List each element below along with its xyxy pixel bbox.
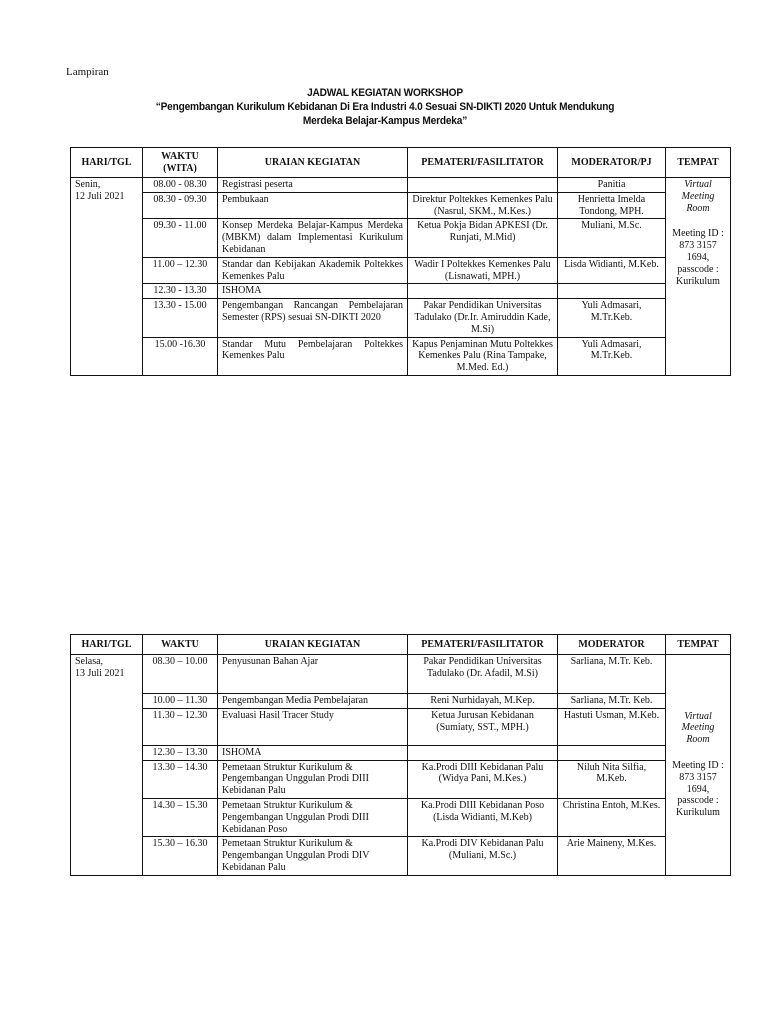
speaker-cell: Ka.Prodi DIII Kebidanan Palu (Widya Pani, M.Kes.) bbox=[408, 760, 558, 798]
table-row bbox=[71, 178, 731, 193]
place-cell bbox=[666, 178, 731, 376]
day-date: 12 Juli 2021 bbox=[75, 190, 125, 202]
table-row bbox=[71, 798, 731, 836]
moderator-cell: Hastuti Usman, M.Keb. bbox=[558, 708, 666, 745]
moderator-cell: Arie Maineny, M.Kes. bbox=[558, 837, 666, 875]
time-cell: 15.30 – 16.30 bbox=[143, 837, 218, 875]
heading-subtitle-line2: Merdeka Belajar-Kampus Merdeka” bbox=[302, 115, 468, 127]
day-name: Senin, bbox=[75, 179, 101, 190]
activity-cell: ISHOMA bbox=[218, 284, 408, 299]
activity-cell: Pemetaan Struktur Kurikulum & Pengembangan Unggulan Prodi DIV Kebidanan Palu bbox=[218, 837, 408, 875]
moderator-cell: Muliani, M.Sc. bbox=[558, 219, 666, 257]
header-tempat: TEMPAT bbox=[666, 635, 731, 655]
activity-cell: Registrasi peserta bbox=[218, 178, 408, 193]
table-row bbox=[71, 694, 731, 709]
activity-cell: Pengembangan Rancangan Pembelajaran Semester (RPS) sesuai SN-DIKTI 2020 bbox=[218, 299, 408, 337]
header-moderator: MODERATOR/PJ bbox=[558, 148, 666, 178]
place-virtual: Virtual Meeting Room bbox=[681, 710, 715, 746]
speaker-cell bbox=[408, 178, 558, 193]
time-cell: 13.30 - 15.00 bbox=[143, 299, 218, 337]
time-cell: 08.30 – 10.00 bbox=[143, 655, 218, 694]
schedule-table-day2 bbox=[70, 634, 731, 876]
moderator-cell: Sarliana, M.Tr. Keb. bbox=[558, 655, 666, 694]
time-cell: 11.30 – 12.30 bbox=[143, 708, 218, 745]
speaker-cell: Direktur Poltekkes Kemenkes Palu (Nasrul, SKM., M.Kes.) bbox=[408, 192, 558, 219]
speaker-cell: Reni Nurhidayah, M.Kep. bbox=[408, 694, 558, 709]
place-meeting-id: Meeting ID : 873 3157 1694, passcode : Kurikulum bbox=[672, 228, 724, 287]
activity-cell: Evaluasi Hasil Tracer Study bbox=[218, 708, 408, 745]
moderator-cell bbox=[558, 745, 666, 760]
table-row bbox=[71, 284, 731, 299]
heading-subtitle-line1: “Pengembangan Kurikulum Kebidanan Di Era Industri 4.0 Sesuai SN-DIKTI 2020 Untuk Mendukung bbox=[155, 101, 615, 113]
header-uraian: URAIAN KEGIATAN bbox=[218, 148, 408, 178]
table-row bbox=[71, 257, 731, 284]
time-cell: 08.00 - 08.30 bbox=[143, 178, 218, 193]
schedule-table-day1 bbox=[70, 147, 731, 376]
activity-cell: ISHOMA bbox=[218, 745, 408, 760]
table-header-row bbox=[71, 635, 731, 655]
activity-cell: Standar dan Kebijakan Akademik Poltekkes Kemenkes Palu bbox=[218, 257, 408, 284]
moderator-cell: Sarliana, M.Tr. Keb. bbox=[558, 694, 666, 709]
place-virtual: Virtual Meeting Room bbox=[681, 179, 715, 214]
table-row bbox=[71, 708, 731, 745]
day-cell bbox=[71, 655, 143, 876]
speaker-cell: Ketua Pokja Bidan APKESI (Dr. Runjati, M.Mid) bbox=[408, 219, 558, 257]
table-row bbox=[71, 192, 731, 219]
activity-cell: Pemetaan Struktur Kurikulum & Pengembangan Unggulan Prodi DIII Kebidanan Palu bbox=[218, 760, 408, 798]
speaker-cell: Wadir I Poltekkes Kemenkes Palu (Lisnawati, MPH.) bbox=[408, 257, 558, 284]
header-hari-tgl: HARI/TGL bbox=[71, 148, 143, 178]
header-waktu: WAKTU bbox=[143, 635, 218, 655]
table-row bbox=[71, 299, 731, 337]
lampiran-label: Lampiran bbox=[66, 66, 109, 78]
place-meeting-id: Meeting ID : 873 3157 1694, passcode : Kurikulum bbox=[672, 760, 724, 819]
activity-cell: Pembukaan bbox=[218, 192, 408, 219]
time-cell: 11.00 – 12.30 bbox=[143, 257, 218, 284]
day-date: 13 Juli 2021 bbox=[75, 667, 125, 679]
header-pemateri: PEMATERI/FASILITATOR bbox=[408, 635, 558, 655]
time-cell: 15.00 -16.30 bbox=[143, 337, 218, 375]
header-moderator: MODERATOR bbox=[558, 635, 666, 655]
activity-cell: Pengembangan Media Pembelajaran bbox=[218, 694, 408, 709]
speaker-cell: Ketua Jurusan Kebidanan (Sumiaty, SST., MPH.) bbox=[408, 708, 558, 745]
time-cell: 12.30 - 13.30 bbox=[143, 284, 218, 299]
table-row bbox=[71, 745, 731, 760]
speaker-cell: Pakar Pendidikan Universitas Tadulako (Dr. Afadil, M.Si) bbox=[408, 655, 558, 694]
moderator-cell: Henrietta Imelda Tondong, MPH. bbox=[558, 192, 666, 219]
moderator-cell bbox=[558, 284, 666, 299]
speaker-cell bbox=[408, 284, 558, 299]
moderator-cell: Lisda Widianti, M.Keb. bbox=[558, 257, 666, 284]
header-hari-tgl: HARI/TGL bbox=[71, 635, 143, 655]
table-row bbox=[71, 837, 731, 875]
day-name: Selasa, bbox=[75, 656, 104, 667]
table-row bbox=[71, 760, 731, 798]
table-row bbox=[71, 655, 731, 694]
moderator-cell: Niluh Nita Silfia, M.Keb. bbox=[558, 760, 666, 798]
header-waktu: WAKTU (WITA) bbox=[143, 148, 218, 178]
time-cell: 13.30 – 14.30 bbox=[143, 760, 218, 798]
speaker-cell: Ka.Prodi DIII Kebidanan Poso (Lisda Widianti, M.Keb) bbox=[408, 798, 558, 836]
speaker-cell: Pakar Pendidikan Universitas Tadulako (Dr.Ir. Amiruddin Kade, M.Si) bbox=[408, 299, 558, 337]
time-cell: 08.30 - 09.30 bbox=[143, 192, 218, 219]
activity-cell: Penyusunan Bahan Ajar bbox=[218, 655, 408, 694]
table-row bbox=[71, 337, 731, 375]
moderator-cell: Yuli Admasari, M.Tr.Keb. bbox=[558, 337, 666, 375]
speaker-cell bbox=[408, 745, 558, 760]
moderator-cell: Panitia bbox=[558, 178, 666, 193]
time-cell: 09.30 - 11.00 bbox=[143, 219, 218, 257]
heading-title: JADWAL KEGIATAN WORKSHOP bbox=[307, 87, 463, 99]
activity-cell: Standar Mutu Pembelajaran Poltekkes Kemenkes Palu bbox=[218, 337, 408, 375]
activity-cell: Konsep Merdeka Belajar-Kampus Merdeka (MBKM) dalam Implementasi Kurikulum Kebidanan bbox=[218, 219, 408, 257]
time-cell: 12.30 – 13.30 bbox=[143, 745, 218, 760]
moderator-cell: Christina Entoh, M.Kes. bbox=[558, 798, 666, 836]
moderator-cell: Yuli Admasari, M.Tr.Keb. bbox=[558, 299, 666, 337]
header-uraian: URAIAN KEGIATAN bbox=[218, 635, 408, 655]
speaker-cell: Ka.Prodi DIV Kebidanan Palu (Muliani, M.Sc.) bbox=[408, 837, 558, 875]
header-pemateri: PEMATERI/FASILITATOR bbox=[408, 148, 558, 178]
speaker-cell: Kapus Penjaminan Mutu Poltekkes Kemenkes Palu (Rina Tampake, M.Med. Ed.) bbox=[408, 337, 558, 375]
time-cell: 14.30 – 15.30 bbox=[143, 798, 218, 836]
activity-cell: Pemetaan Struktur Kurikulum & Pengembangan Unggulan Prodi DIII Kebidanan Poso bbox=[218, 798, 408, 836]
time-cell: 10.00 – 11.30 bbox=[143, 694, 218, 709]
table-row bbox=[71, 219, 731, 257]
table-header-row bbox=[71, 148, 731, 178]
place-cell bbox=[666, 655, 731, 876]
header-tempat: TEMPAT bbox=[666, 148, 731, 178]
document-heading bbox=[95, 86, 675, 128]
day-cell bbox=[71, 178, 143, 376]
